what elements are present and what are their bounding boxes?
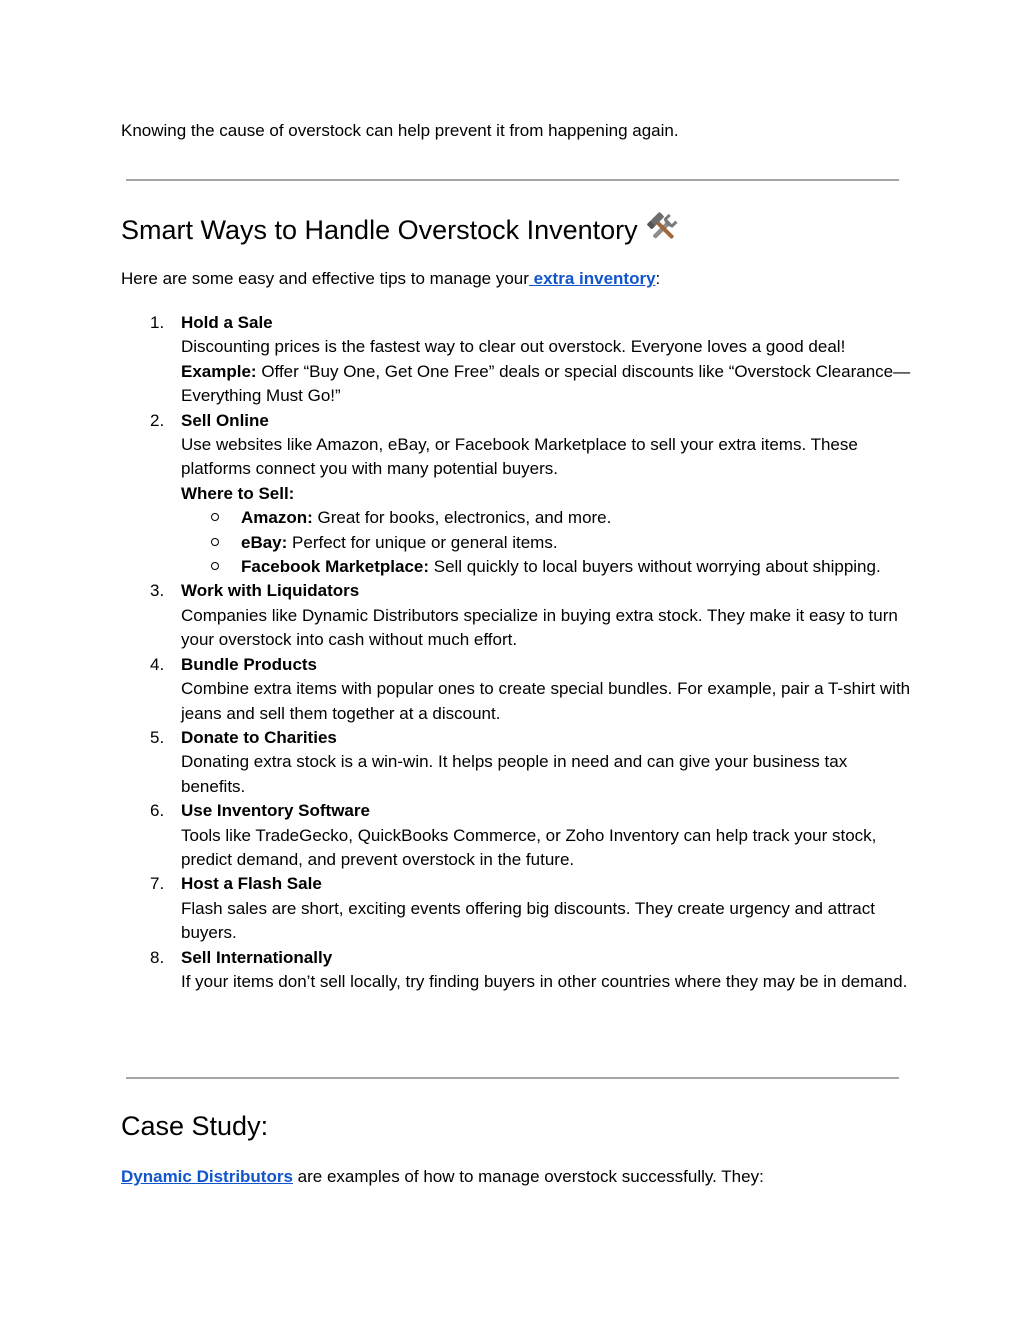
list-item-description: Companies like Dynamic Distributors specialize in buying extra stock. They make it easy to turn your overstock into cash without much effort.: [181, 605, 898, 650]
list-item-title: Work with Liquidators: [181, 581, 360, 601]
list-item-number: 8.: [150, 947, 165, 967]
lead-text: Here are some easy and effective tips to manage your: [121, 269, 529, 288]
list-item: [121, 799, 911, 872]
list-item-description: Discounting prices is the fastest way to clear out overstock. Everyone loves a good deal!: [181, 337, 846, 357]
list-item-number: 6.: [150, 801, 165, 821]
list-item-description: Use websites like Amazon, eBay, or Facebook Marketplace to sell your extra items. These platforms connect you with many potential buyers.: [181, 435, 858, 479]
list-item-number: 3.: [150, 581, 165, 601]
list-item: [121, 872, 911, 945]
hollow-bullet-icon: [211, 538, 219, 546]
sub-item-text: Sell quickly to local buyers without worrying about shipping.: [429, 557, 881, 577]
list-item-title: Sell Internationally: [181, 947, 333, 967]
horizontal-divider: [126, 179, 899, 181]
hammer-and-wrench-icon: [646, 211, 680, 245]
list-item-number: 1.: [150, 313, 165, 332]
list-item-description: Combine extra items with popular ones to create special bundles. For example, pair a T-shirt with jeans and sell them together at a discount.: [181, 679, 911, 723]
extra-inventory-link[interactable]: extra inventory: [528, 269, 656, 288]
sub-item-text: Great for books, electronics, and more.: [312, 508, 612, 528]
list-item-title: Bundle Products: [181, 654, 318, 674]
sub-item-label: Amazon:: [241, 508, 313, 528]
section-heading-case-study: Case Study:: [121, 1111, 269, 1141]
example-line: [181, 360, 911, 409]
example-label: Example:: [181, 361, 257, 381]
list-item-description: If your items don’t sell locally, try finding buyers in other countries where they may be in demand.: [181, 971, 908, 991]
list-item-title: Hold a Sale: [181, 313, 273, 332]
list-item-title: Sell Online: [181, 410, 269, 430]
list-item-description: Flash sales are short, exciting events offering big discounts. They create urgency and attract buyers.: [181, 898, 875, 943]
list-item: [121, 726, 911, 799]
list-item-title: Host a Flash Sale: [181, 874, 322, 894]
list-item-title: Donate to Charities: [181, 727, 337, 747]
where-to-sell-list: [181, 506, 911, 579]
list-item-title: Use Inventory Software: [181, 801, 370, 821]
sub-list-item: [181, 531, 911, 555]
sub-list-item: [181, 506, 911, 530]
section-lead-paragraph: [121, 267, 660, 291]
case-study-paragraph: [121, 1165, 764, 1189]
example-text: Offer “Buy One, Get One Free” deals or special discounts like “Overstock Clearance—Everything Must Go!”: [181, 361, 911, 406]
tips-list: [121, 311, 911, 994]
list-item: [121, 409, 911, 580]
list-item-description: Donating extra stock is a win-win. It helps people in need and can give your business tax benefits.: [181, 752, 848, 796]
list-item: [121, 579, 911, 652]
list-item: [121, 946, 911, 995]
sub-item-label: eBay:: [241, 532, 288, 552]
section-heading-handle-overstock: [121, 211, 680, 247]
hollow-bullet-icon: [211, 513, 219, 521]
sub-list-item: [181, 555, 911, 579]
lead-colon: :: [655, 269, 661, 288]
hollow-bullet-icon: [211, 562, 219, 570]
section-heading-text: Smart Ways to Handle Overstock Inventory: [121, 215, 638, 245]
list-item-number: 4.: [150, 654, 165, 674]
sub-item-label: Facebook Marketplace:: [241, 557, 430, 577]
sub-item-text: Perfect for unique or general items.: [287, 532, 558, 552]
case-study-text: are examples of how to manage overstock successfully. They:: [292, 1167, 764, 1186]
list-item: [121, 311, 911, 409]
list-item: [121, 653, 911, 726]
where-to-sell-label: Where to Sell:: [181, 483, 295, 503]
list-item-number: 2.: [150, 410, 165, 430]
horizontal-divider: [126, 1077, 899, 1079]
list-item-description: Tools like TradeGecko, QuickBooks Commerce, or Zoho Inventory can help track your stock, predict demand, and prevent overstock in the future.: [181, 825, 877, 869]
list-item-number: 7.: [150, 874, 165, 894]
dynamic-distributors-link[interactable]: Dynamic Distributors: [121, 1167, 293, 1186]
intro-paragraph: Knowing the cause of overstock can help prevent it from happening again.: [121, 121, 679, 140]
list-item-number: 5.: [150, 727, 165, 747]
